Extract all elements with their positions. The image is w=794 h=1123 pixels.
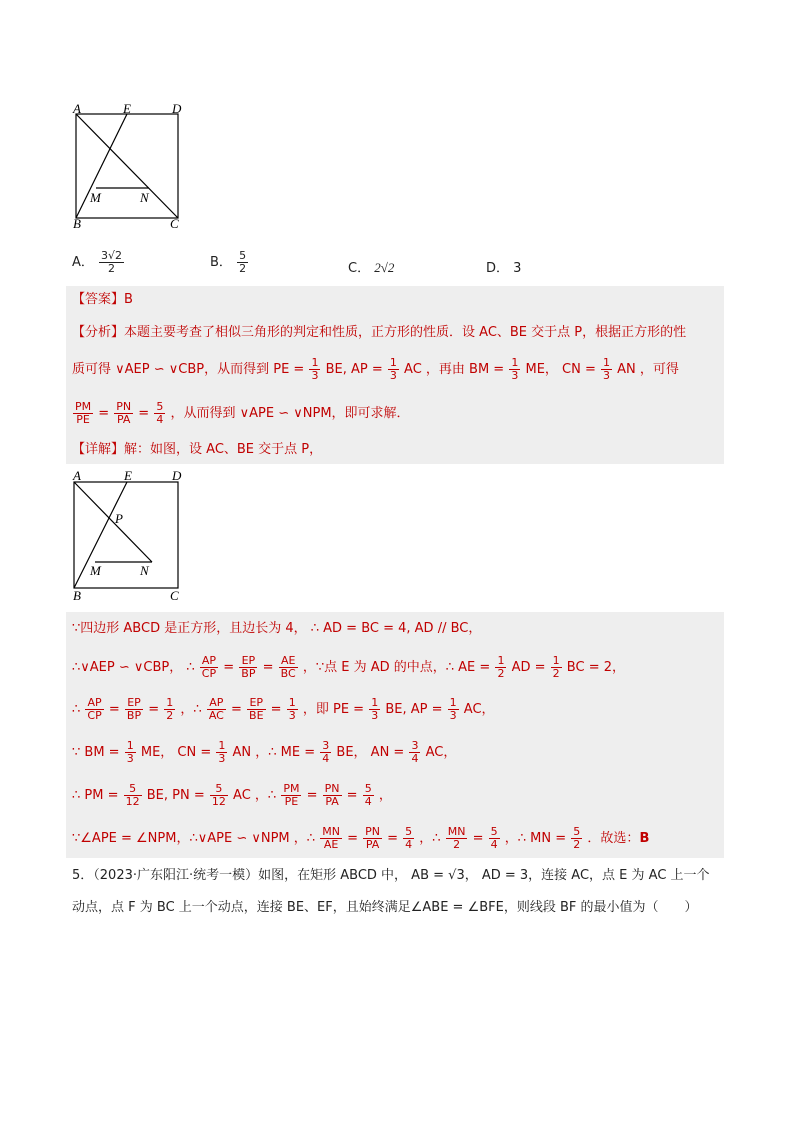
detail-l3b: ，∴: [180, 702, 202, 717]
detail-l6a: ∵∠APE = ∠NPM，∴∨APE ∽ ∨NPM ，∴: [72, 831, 316, 846]
analysis-line-2: 质可得 ∨AEP ∽ ∨CBP，从而得到 PE = $\frac{1}{3}$ BE, AP = $\frac{1}{3}$ AC ，再由 BM = $\frac{1}{3}$ ME， CN = $\frac{1}{3}$ AN ，可得: [72, 356, 679, 382]
analysis-label: 【分析】: [72, 325, 125, 340]
answer-value: B: [124, 292, 133, 307]
question5-text-1: 5．（2023·广东阳江·统考一模）如图，在矩形 ABCD 中， AB = √3， AD = 3，连接 AC，点 E 为 AC 上一个: [72, 868, 710, 883]
label2-e: E: [124, 468, 132, 483]
detail-l2c: AD =: [511, 660, 546, 675]
label-c: C: [170, 216, 179, 231]
detail-label: 【详解】: [72, 442, 125, 457]
label-e: E: [123, 102, 131, 116]
label-d: D: [172, 102, 182, 116]
option-b-den: 2: [239, 262, 247, 275]
label-b: B: [73, 216, 81, 231]
detail-intro: [72, 440, 322, 460]
detail-l4d: BE， AN =: [336, 745, 405, 760]
option-c[interactable]: [348, 257, 394, 276]
detail-line-1: [72, 619, 481, 639]
detail-l6d: ．故选：: [587, 831, 640, 846]
option-b-letter: B．: [210, 255, 232, 270]
analysis-line-3: $\frac{PM}{PE}$ = $\frac{PN}{PA}$ = $\frac{5}{4}$ ，从而得到 ∨APE ∽ ∨NPM，即可求解．: [75, 400, 410, 426]
detail-l2d: BC = 2，: [566, 660, 625, 675]
detail-l4b: ME， CN =: [140, 745, 212, 760]
detail-line-5: ∴ PM = $\frac{5}{12}$ BE, PN = $\frac{5}{12}$ AC ，∴ $\frac{PM}{PE}$ = $\frac{PN}{PA}$ = $\frac{5}{4}$ ，: [72, 782, 392, 808]
analysis-line-1: [72, 323, 686, 343]
question5-text-2: 动点，点 F 为 BC 上一个动点，连接 BE、EF，且始终满足∠ABE = ∠BFE，则线段 BF 的最小值为（ ）: [72, 900, 698, 915]
label2-n: N: [140, 563, 149, 578]
label2-p: P: [115, 511, 123, 526]
figure-square-2: [70, 468, 190, 604]
detail-l3d: BE, AP =: [385, 702, 443, 717]
option-b[interactable]: [210, 250, 249, 275]
option-d[interactable]: [486, 257, 521, 276]
detail-l3a: ∴: [72, 702, 81, 717]
option-a-den: 2: [108, 262, 116, 275]
label2-d: D: [172, 468, 182, 483]
detail-l5d: ，: [378, 788, 392, 803]
detail-l4e: AC，: [425, 745, 457, 760]
label-a: A: [73, 102, 81, 116]
label2-a: A: [73, 468, 81, 483]
figure-square-1: [70, 102, 190, 232]
detail-l6b: ，∴: [419, 831, 441, 846]
label2-m: M: [90, 563, 101, 578]
answer-line: [72, 290, 133, 310]
detail-l1: ∵四边形 ABCD 是正方形，且边长为 4， ∴ AD = BC = 4, AD // BC，: [72, 621, 482, 636]
detail-intro-text: 解：如图，设 AC、BE 交于点 P，: [124, 442, 323, 457]
option-d-value: 3: [513, 261, 522, 276]
analysis-3a: ，从而得到 ∨APE ∽ ∨NPM，即可求解．: [170, 406, 410, 421]
detail-l6c: ，∴ MN =: [504, 831, 567, 846]
detail-line-4: ∵ BM = $\frac{1}{3}$ ME， CN = $\frac{1}{3}$ AN ，∴ ME = $\frac{3}{4}$ BE， AN = $\frac{3}{4}$ AC，: [72, 739, 457, 765]
analysis-text-1: 本题主要考查了相似三角形的判定和性质，正方形的性质．设 AC、BE 交于点 P，根据正方形的性: [124, 325, 687, 340]
detail-l5b: BE, PN =: [146, 788, 205, 803]
detail-l2a: ∴∨AEP ∽ ∨CBP， ∴: [72, 660, 195, 675]
label2-c: C: [170, 588, 179, 603]
label2-b: B: [73, 588, 81, 603]
solution-background-bottom: [66, 612, 724, 858]
analysis-2b: BE, AP =: [325, 362, 387, 377]
analysis-2c: AC ，再由 BM =: [404, 362, 509, 377]
analysis-2e: AN ，可得: [617, 362, 679, 377]
detail-l3c: ，即 PE =: [302, 702, 365, 717]
option-c-letter: C．: [348, 261, 371, 276]
option-c-value: 2√2: [374, 260, 395, 275]
option-d-letter: D．: [486, 261, 510, 276]
detail-l3e: AC，: [463, 702, 495, 717]
answer-label: 【答案】: [72, 292, 125, 307]
option-a-num: 3√2: [101, 249, 123, 262]
detail-l4a: ∵ BM =: [72, 745, 120, 760]
detail-l4c: AN ，∴ ME =: [232, 745, 316, 760]
option-a-letter: A．: [72, 255, 94, 270]
option-b-num: 5: [239, 249, 247, 262]
question5-line-1: [72, 866, 710, 886]
analysis-2d: ME， CN =: [525, 362, 601, 377]
detail-l2b: ，∵点 E 为 AD 的中点，∴ AE =: [302, 660, 491, 675]
label-m: M: [90, 190, 101, 205]
option-a[interactable]: [72, 250, 125, 275]
detail-l5c: AC ，∴: [233, 788, 277, 803]
question5-line-2: [72, 898, 698, 918]
detail-line-3: ∴ $\frac{AP}{CP}$ = $\frac{EP}{BP}$ = $\frac{1}{2}$ ，∴ $\frac{AP}{AC}$ = $\frac{EP}{BE}$ = $\frac{1}{3}$ ，即 PE = $\frac{1}{3}$ BE, AP = $\frac{1}{3}$ AC，: [72, 696, 495, 722]
label-n: N: [140, 190, 149, 205]
analysis-2a: 质可得 ∨AEP ∽ ∨CBP，从而得到 PE =: [72, 362, 309, 377]
detail-line-6: ∵∠APE = ∠NPM，∴∨APE ∽ ∨NPM ，∴ $\frac{MN}{AE}$ = $\frac{PN}{PA}$ = $\frac{5}{4}$ ，∴ $\frac{MN}{2}$ = $\frac{5}{4}$ ，∴ MN = $\frac{5}{2}$ ．故选：B: [72, 825, 650, 851]
detail-l6e: B: [639, 831, 650, 846]
detail-l5a: ∴ PM =: [72, 788, 119, 803]
detail-line-2: ∴∨AEP ∽ ∨CBP， ∴ $\frac{AP}{CP}$ = $\frac{EP}{BP}$ = $\frac{AE}{BC}$ ，∵点 E 为 AD 的中点，∴ AE = $\frac{1}{2}$ AD = $\frac{1}{2}$ BC = 2，: [72, 654, 625, 680]
